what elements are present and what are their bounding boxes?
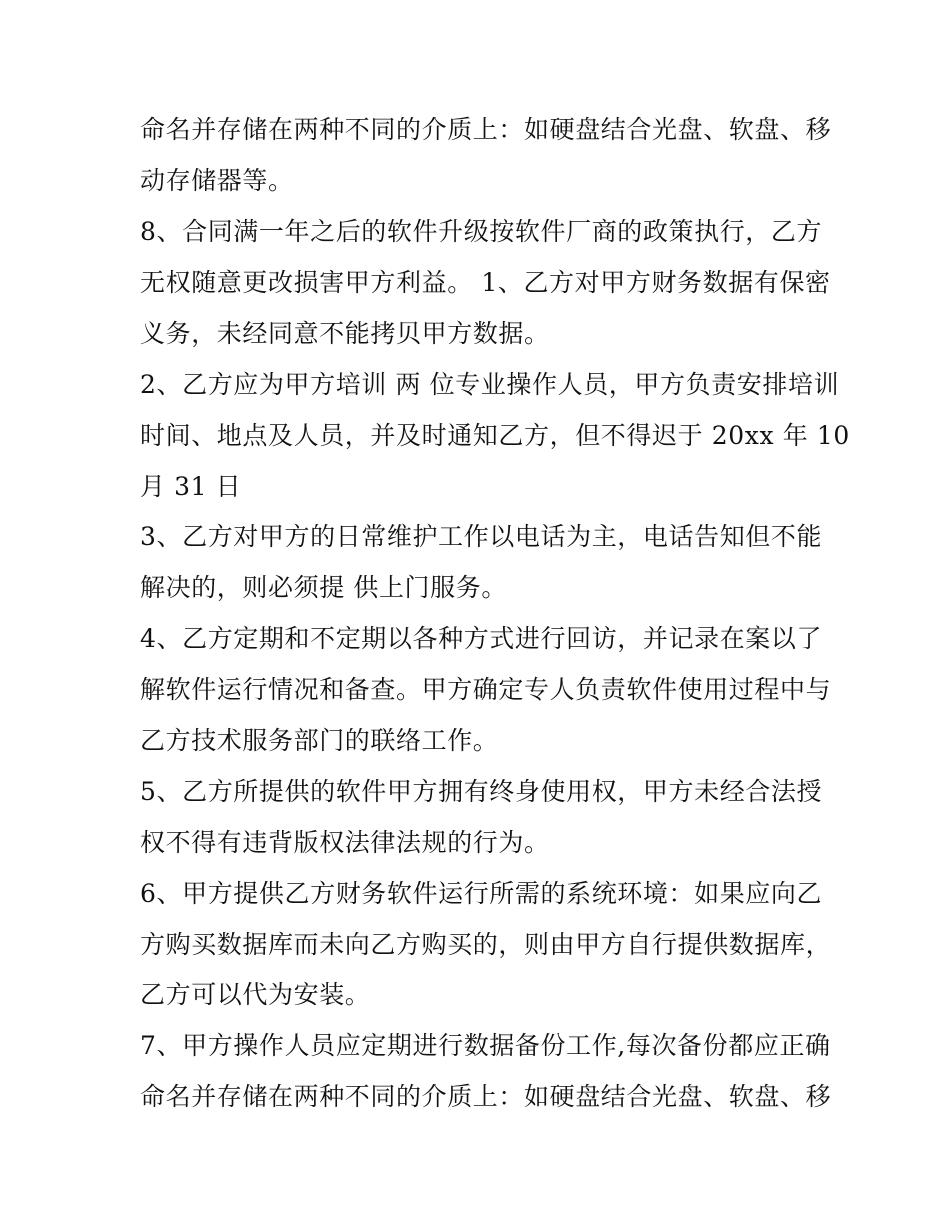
text-line: 命名并存储在两种不同的介质上：如硬盘结合光盘、软盘、移 bbox=[140, 115, 832, 144]
text-line: 解软件运行情况和备查。甲方确定专人负责软件使用过程中与 bbox=[140, 675, 832, 704]
text-line: 月 31 日 bbox=[140, 472, 242, 501]
text-line: 方购买数据库而未向乙方购买的，则由甲方自行提供数据库， bbox=[140, 930, 832, 959]
text-line: 命名并存储在两种不同的介质上：如硬盘结合光盘、软盘、移 bbox=[140, 1082, 832, 1111]
text-line: 2、乙方应为甲方培训 两 位专业操作人员，甲方负责安排培训 bbox=[140, 370, 840, 399]
text-line: 乙方可以代为安装。 bbox=[140, 980, 371, 1009]
text-line: 7、甲方操作人员应定期进行数据备份工作,每次备份都应正确 bbox=[140, 1031, 831, 1060]
text-line: 时间、地点及人员，并及时通知乙方，但不得迟于 20xx 年 10 bbox=[140, 421, 850, 450]
text-line: 义务，未经同意不能拷贝甲方数据。 bbox=[140, 319, 550, 348]
text-line: 8、合同满一年之后的软件升级按软件厂商的政策执行，乙方 bbox=[140, 217, 823, 246]
text-line: 乙方技术服务部门的联络工作。 bbox=[140, 726, 499, 755]
text-line: 3、乙方对甲方的日常维护工作以电话为主，电话告知但不能 bbox=[140, 522, 823, 551]
text-line: 6、甲方提供乙方财务软件运行所需的系统环境：如果应向乙 bbox=[140, 879, 823, 908]
text-line: 动存储器等。 bbox=[140, 166, 294, 195]
text-line: 解决的，则必须提 供上门服务。 bbox=[140, 573, 507, 602]
text-line: 无权随意更改损害甲方利益。 1、乙方对甲方财务数据有保密 bbox=[140, 268, 831, 297]
text-line: 4、乙方定期和不定期以各种方式进行回访，并记录在案以了 bbox=[140, 624, 823, 653]
text-line: 权不得有违背版权法律法规的行为。 bbox=[140, 828, 550, 857]
text-line: 5、乙方所提供的软件甲方拥有终身使用权，甲方未经合法授 bbox=[140, 777, 823, 806]
